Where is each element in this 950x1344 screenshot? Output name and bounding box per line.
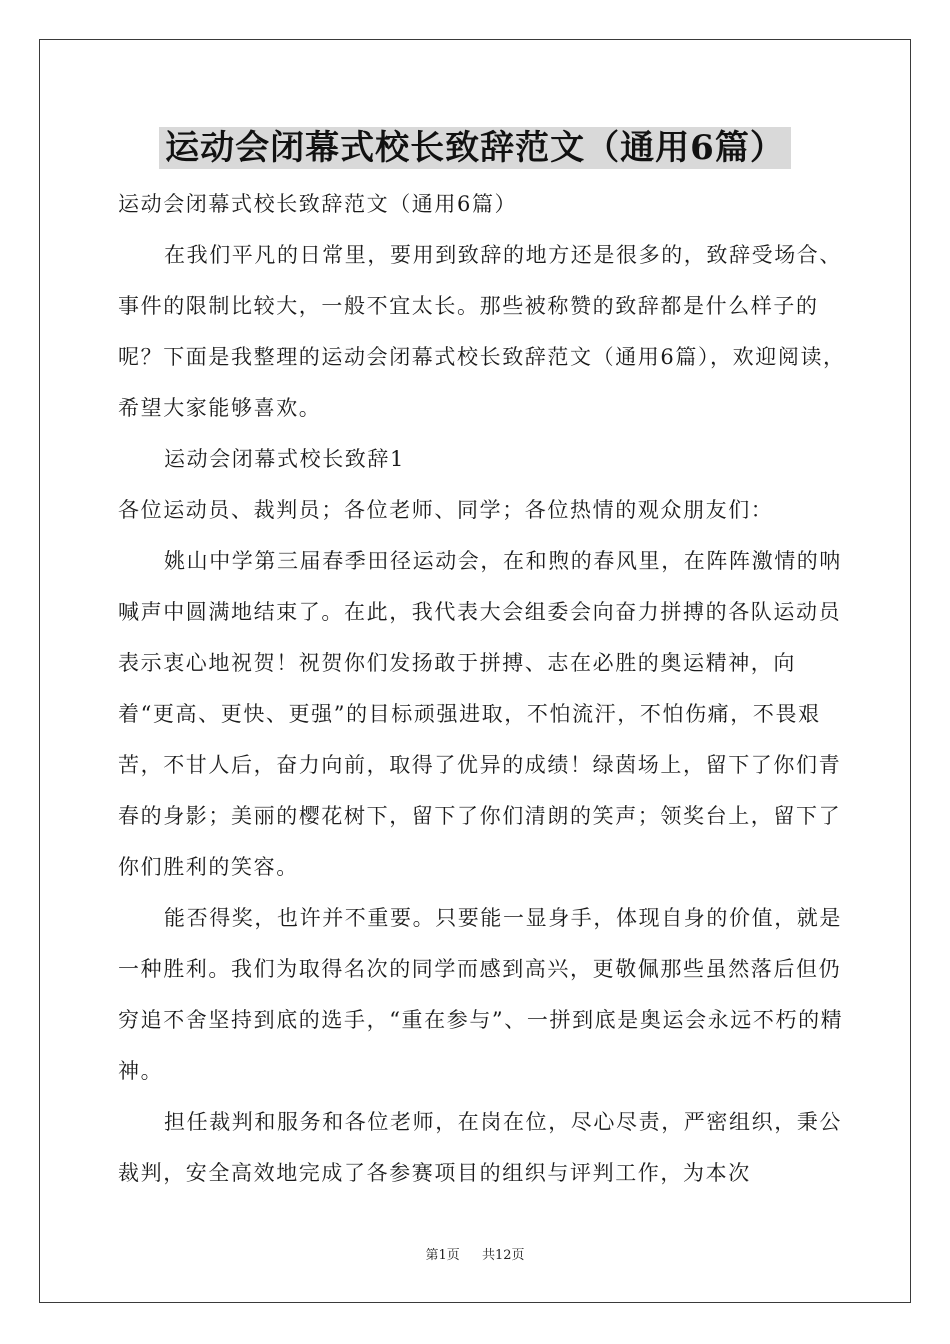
page-number: 第1页 xyxy=(425,1248,460,1263)
body-paragraph: 姚山中学第三届春季田径运动会，在和煦的春风里，在阵阵激情的呐喊声中圆满地结束了。在此，我代表大会组委会向奋力拼搏的各队运动员表示衷心地祝贺！祝贺你们发扬敢于拼搏、志在必胜的奥运精神，向着“更高、更快、更强”的目标顽强进取，不怕流汗，不怕伤痛，不畏艰苦，不甘人后，奋力向前，取得了优异的成绩！绿茵场上，留下了你们青春的身影；美丽的樱花树下，留下了你们清朗的笑声；领奖台上，留下了你们胜利的笑容。 xyxy=(118,549,842,879)
section-heading: 运动会闭幕式校长致辞1 xyxy=(164,447,405,471)
page-total: 共12页 xyxy=(482,1248,525,1263)
intro-paragraph: 在我们平凡的日常里，要用到致辞的地方还是很多的，致辞受场合、事件的限制比较大，一般不宜太长。那些被称赞的致辞都是什么样子的呢？下面是我整理的运动会闭幕式校长致辞范文（通用6篇），欢迎阅读，希望大家能够喜欢。 xyxy=(118,243,846,420)
body-paragraph: 能否得奖，也许并不重要。只要能一显身手，体现自身的价值，就是一种胜利。我们为取得名次的同学而感到高兴，更敬佩那些虽然落后但仍穷追不舍坚持到底的选手，“重在参与”、一拼到底是奥运会永远不朽的精神。 xyxy=(118,906,844,1083)
page-footer xyxy=(0,1247,950,1265)
title-container xyxy=(0,127,950,169)
document-title: 运动会闭幕式校长致辞范文（通用6篇） xyxy=(159,127,791,169)
subtitle-line: 运动会闭幕式校长致辞范文（通用6篇） xyxy=(118,192,518,216)
body-paragraph: 担任裁判和服务和各位老师，在岗在位，尽心尽责，严密组织，秉公裁判，安全高效地完成了各参赛项目的组织与评判工作，为本次 xyxy=(118,1110,842,1185)
document-body xyxy=(118,179,850,1199)
salutation-line: 各位运动员、裁判员；各位老师、同学；各位热情的观众朋友们： xyxy=(118,498,774,522)
